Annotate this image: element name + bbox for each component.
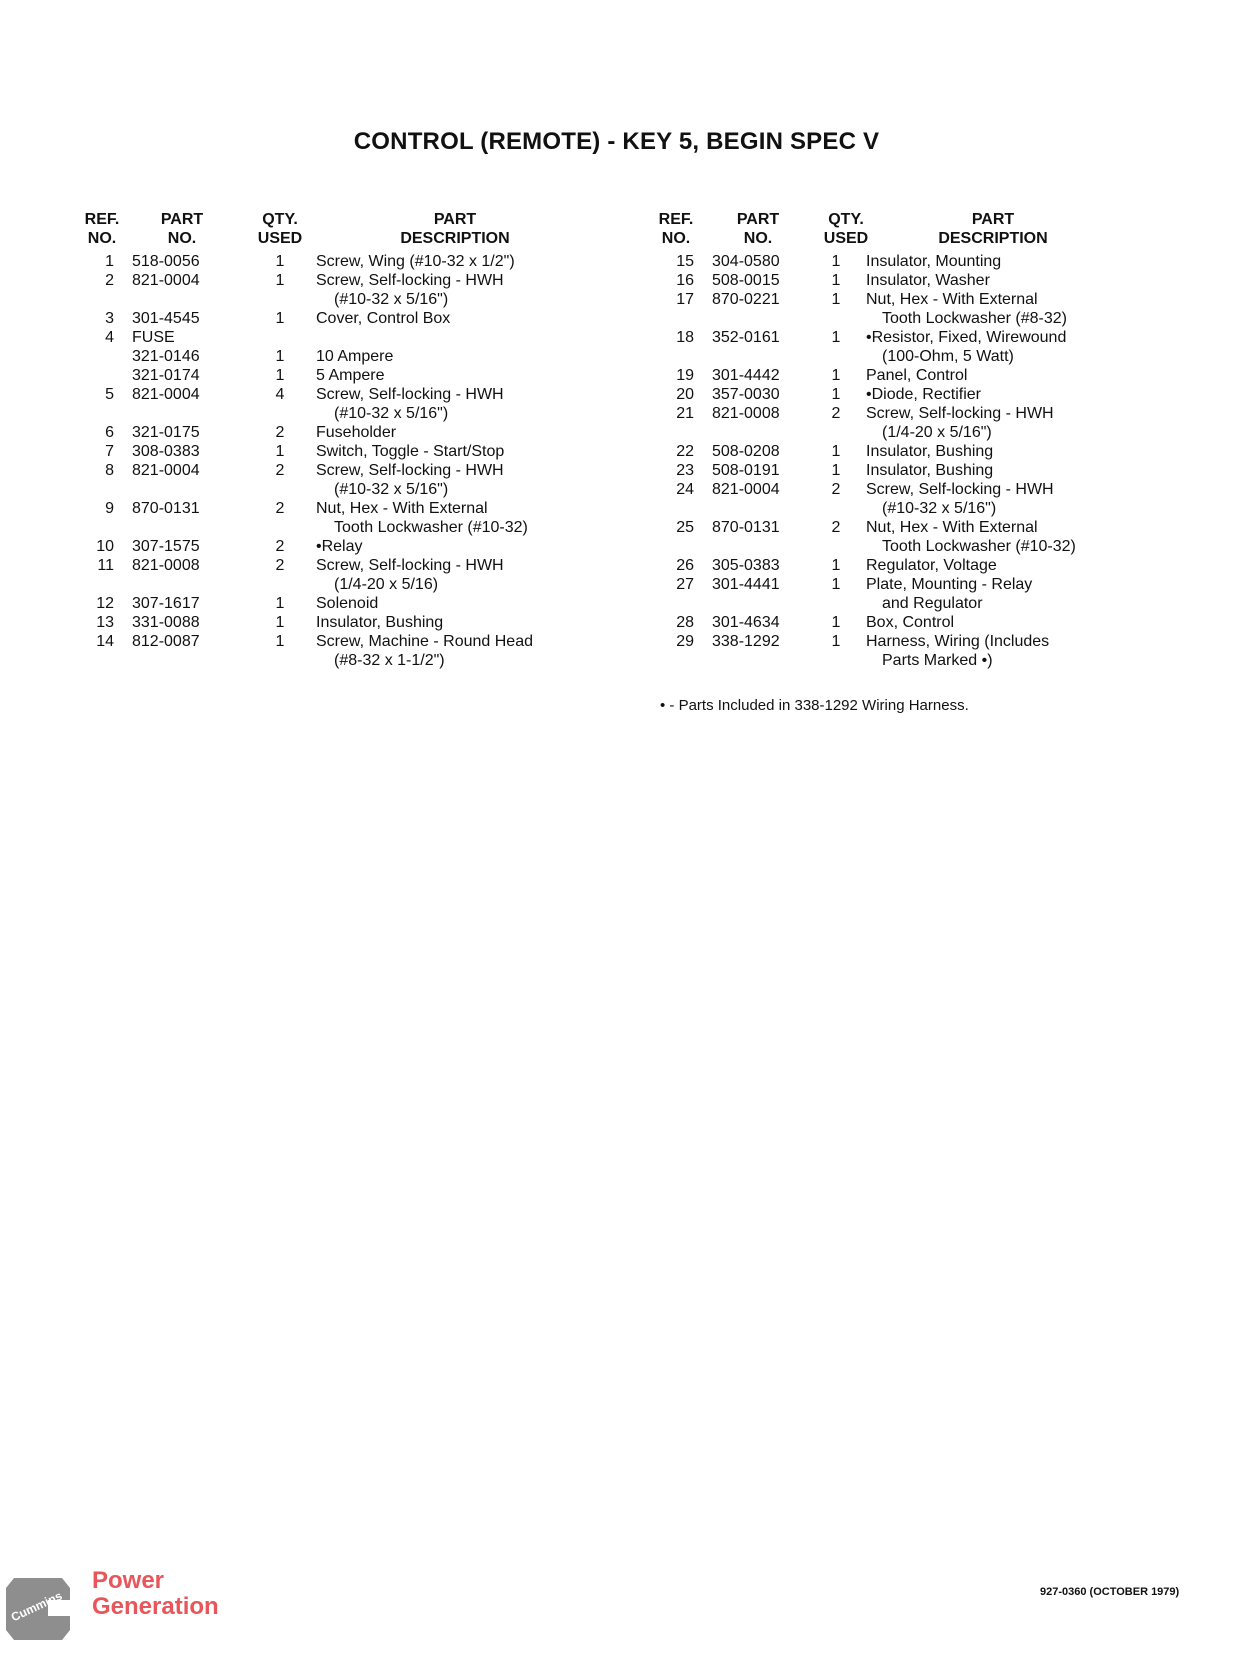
cell-qty: 1 — [831, 253, 841, 270]
cell-description: Harness, Wiring (Includes — [866, 633, 1050, 650]
cell-part-no: 821-0008 — [712, 405, 780, 422]
cell-ref: 20 — [676, 386, 694, 403]
table-row — [70, 423, 610, 442]
header-part — [718, 210, 798, 248]
header-part — [142, 210, 222, 248]
header-desc — [380, 210, 530, 248]
cell-part-no: 301-4441 — [712, 576, 780, 593]
cell-ref: 11 — [97, 557, 114, 574]
cell-description: (1/4-20 x 5/16") — [882, 424, 992, 441]
cell-description: Cover, Control Box — [316, 310, 451, 327]
cell-part-no: FUSE — [132, 329, 175, 346]
cell-description: Insulator, Bushing — [866, 443, 994, 460]
cell-description: Nut, Hex - With External — [866, 519, 1038, 536]
cell-part-no: 308-0383 — [132, 443, 200, 460]
cell-part-no: 301-4634 — [712, 614, 780, 631]
cell-description: Screw, Self-locking - HWH — [866, 481, 1054, 498]
cell-description: and Regulator — [882, 595, 983, 612]
table-row — [70, 290, 610, 309]
table-row — [648, 404, 1168, 423]
cell-ref: 7 — [105, 443, 114, 460]
header-ref-line1: REF. — [658, 211, 694, 228]
header-qty — [250, 210, 310, 248]
header-qty-line1: QTY. — [828, 211, 864, 228]
cell-qty: 1 — [275, 614, 285, 631]
cell-qty: 1 — [831, 443, 841, 460]
table-row — [70, 366, 610, 385]
cell-part-no: 352-0161 — [712, 329, 780, 346]
cell-description: Screw, Self-locking - HWH — [316, 272, 504, 289]
header-part-line2: NO. — [167, 230, 197, 247]
cell-ref: 5 — [105, 386, 114, 403]
table-row — [70, 271, 610, 290]
table-row — [70, 594, 610, 613]
cell-qty: 2 — [275, 538, 285, 555]
table-row — [70, 518, 610, 537]
table-row — [648, 309, 1168, 328]
cell-ref: 10 — [96, 538, 114, 555]
header-ref-line2: NO. — [661, 230, 691, 247]
cell-part-no: 338-1292 — [712, 633, 780, 650]
table-row — [648, 651, 1168, 670]
cell-ref: 12 — [96, 595, 114, 612]
table-row — [648, 518, 1168, 537]
cell-qty: 2 — [831, 405, 841, 422]
cell-description: •Resistor, Fixed, Wirewound — [866, 329, 1067, 346]
page-title: CONTROL (REMOTE) - KEY 5, BEGIN SPEC V — [353, 128, 880, 155]
cell-description: Plate, Mounting - Relay — [866, 576, 1033, 593]
table-row — [648, 252, 1168, 271]
logo-wordmark — [92, 1568, 219, 1620]
cell-part-no: 357-0030 — [712, 386, 780, 403]
cell-qty: 1 — [831, 557, 841, 574]
table-row — [648, 632, 1168, 651]
cell-description: •Relay — [316, 538, 363, 555]
cell-description: Insulator, Washer — [866, 272, 990, 289]
table-row — [648, 575, 1168, 594]
header-desc-line1: PART — [971, 211, 1015, 228]
cell-part-no: 812-0087 — [132, 633, 200, 650]
cell-part-no: 307-1575 — [132, 538, 200, 555]
table-row — [70, 613, 610, 632]
cell-description: •Diode, Rectifier — [866, 386, 981, 403]
logo-mark-text: Cummins — [8, 1588, 65, 1625]
cell-description: Panel, Control — [866, 367, 968, 384]
cell-qty: 2 — [831, 481, 841, 498]
cell-qty: 1 — [831, 329, 841, 346]
table-row — [70, 651, 610, 670]
table-row — [70, 442, 610, 461]
table-row — [648, 499, 1168, 518]
cell-qty: 1 — [831, 462, 841, 479]
cell-description: Nut, Hex - With External — [866, 291, 1038, 308]
cell-description: Tooth Lockwasher (#8-32) — [882, 310, 1067, 327]
cell-part-no: 301-4442 — [712, 367, 780, 384]
cell-description: Screw, Self-locking - HWH — [316, 386, 504, 403]
cell-description: (#10-32 x 5/16") — [334, 405, 449, 422]
cell-ref: 4 — [105, 329, 114, 346]
cell-part-no: 870-0221 — [712, 291, 780, 308]
header-desc-line2: DESCRIPTION — [938, 230, 1048, 247]
table-row — [70, 499, 610, 518]
table-row — [648, 366, 1168, 385]
cell-ref: 2 — [105, 272, 114, 289]
cell-qty: 1 — [831, 633, 841, 650]
cell-qty: 2 — [275, 462, 285, 479]
cell-description: 5 Ampere — [316, 367, 385, 384]
table-row — [70, 385, 610, 404]
header-qty-line1: QTY. — [262, 211, 298, 228]
header-desc-line2: DESCRIPTION — [400, 230, 510, 247]
cell-part-no: 307-1617 — [132, 595, 200, 612]
cell-ref: 14 — [96, 633, 114, 650]
table-row — [70, 309, 610, 328]
cell-qty: 2 — [831, 519, 841, 536]
cell-ref: 19 — [676, 367, 694, 384]
table-row — [70, 537, 610, 556]
cell-part-no: 304-0580 — [712, 253, 780, 270]
cell-ref: 18 — [676, 329, 694, 346]
cell-description: (#10-32 x 5/16") — [334, 291, 449, 308]
header-desc — [918, 210, 1068, 248]
cell-description: Screw, Machine - Round Head — [316, 633, 533, 650]
cell-ref: 16 — [676, 272, 694, 289]
cummins-logo-icon — [0, 1570, 80, 1646]
cell-description: Fuseholder — [316, 424, 397, 441]
cell-description: Tooth Lockwasher (#10-32) — [882, 538, 1076, 555]
header-qty-line2: USED — [823, 230, 869, 247]
cell-ref: 21 — [676, 405, 694, 422]
table-row — [648, 537, 1168, 556]
cell-description: Box, Control — [866, 614, 955, 631]
cell-qty: 1 — [275, 367, 285, 384]
cell-part-no: 821-0004 — [132, 462, 200, 479]
cell-description: Screw, Wing (#10-32 x 1/2") — [316, 253, 515, 270]
cell-qty: 1 — [831, 386, 841, 403]
table-body — [70, 252, 610, 670]
cell-part-no: 331-0088 — [132, 614, 200, 631]
cell-description: Parts Marked •) — [882, 652, 993, 669]
cell-description: Regulator, Voltage — [866, 557, 997, 574]
table-row — [70, 575, 610, 594]
cell-description: Screw, Self-locking - HWH — [316, 557, 504, 574]
cell-part-no: 321-0174 — [132, 367, 200, 384]
cell-description: Nut, Hex - With External — [316, 500, 488, 517]
table-row — [648, 271, 1168, 290]
table-header — [70, 210, 610, 252]
table-row — [70, 480, 610, 499]
cell-part-no: 821-0004 — [132, 272, 200, 289]
table-row — [648, 290, 1168, 309]
table-row — [70, 461, 610, 480]
brand-logo — [0, 1568, 250, 1648]
cell-ref: 25 — [676, 519, 694, 536]
cell-part-no: 301-4545 — [132, 310, 200, 327]
cell-ref: 3 — [105, 310, 114, 327]
cell-description: (100-Ohm, 5 Watt) — [882, 348, 1014, 365]
cell-part-no: 821-0004 — [712, 481, 780, 498]
header-ref-line2: NO. — [87, 230, 117, 247]
cell-part-no: 508-0015 — [712, 272, 780, 289]
table-row — [648, 328, 1168, 347]
header-part-line1: PART — [736, 211, 780, 228]
table-row — [70, 328, 610, 347]
cell-ref: 8 — [105, 462, 114, 479]
cell-description: 10 Ampere — [316, 348, 394, 365]
table-row — [648, 594, 1168, 613]
cell-ref: 24 — [676, 481, 694, 498]
cell-description: Screw, Self-locking - HWH — [866, 405, 1054, 422]
cell-ref: 1 — [105, 253, 114, 270]
header-qty-line2: USED — [257, 230, 303, 247]
cell-part-no: 821-0008 — [132, 557, 200, 574]
cell-ref: 6 — [105, 424, 114, 441]
cell-description: Insulator, Bushing — [866, 462, 994, 479]
logo-line2: Generation — [92, 1593, 219, 1620]
logo-line1: Power — [92, 1567, 165, 1594]
cell-description: Insulator, Mounting — [866, 253, 1002, 270]
table-row — [648, 442, 1168, 461]
table-row — [648, 461, 1168, 480]
table-body — [648, 252, 1168, 670]
cell-qty: 2 — [275, 424, 285, 441]
cell-ref: 27 — [676, 576, 694, 593]
cell-ref: 15 — [676, 253, 694, 270]
cell-qty: 2 — [275, 557, 285, 574]
footnote: • - Parts Included in 338-1292 Wiring Harness. — [660, 697, 969, 714]
form-number: 927-0360 (OCTOBER 1979) — [1040, 1586, 1180, 1598]
cell-ref: 22 — [676, 443, 694, 460]
cell-qty: 2 — [275, 500, 285, 517]
header-ref — [70, 210, 134, 248]
table-header — [648, 210, 1168, 252]
cell-qty: 1 — [275, 595, 285, 612]
cell-ref: 23 — [676, 462, 694, 479]
cell-qty: 1 — [831, 576, 841, 593]
cell-part-no: 321-0146 — [132, 348, 200, 365]
cell-ref: 29 — [676, 633, 694, 650]
table-row — [70, 252, 610, 271]
cell-description: Screw, Self-locking - HWH — [316, 462, 504, 479]
cell-description: (#10-32 x 5/16") — [334, 481, 449, 498]
cell-description: Solenoid — [316, 595, 379, 612]
cell-qty: 1 — [275, 443, 285, 460]
cell-qty: 1 — [275, 348, 285, 365]
table-row — [648, 556, 1168, 575]
cell-part-no: 870-0131 — [132, 500, 200, 517]
header-desc-line1: PART — [433, 211, 477, 228]
table-row — [648, 423, 1168, 442]
parts-table-right — [648, 210, 1168, 670]
parts-table-left — [70, 210, 610, 670]
table-row — [648, 347, 1168, 366]
table-row — [70, 556, 610, 575]
cell-description: (#8-32 x 1-1/2") — [334, 652, 445, 669]
table-row — [648, 613, 1168, 632]
table-row — [70, 347, 610, 366]
cell-qty: 1 — [831, 272, 841, 289]
cell-qty: 1 — [831, 367, 841, 384]
cell-qty: 1 — [831, 291, 841, 308]
cell-description: Tooth Lockwasher (#10-32) — [334, 519, 528, 536]
cell-part-no: 321-0175 — [132, 424, 200, 441]
cell-part-no: 508-0208 — [712, 443, 780, 460]
cell-ref: 26 — [676, 557, 694, 574]
header-part-line2: NO. — [743, 230, 773, 247]
cell-part-no: 821-0004 — [132, 386, 200, 403]
cell-qty: 1 — [275, 633, 285, 650]
table-row — [70, 404, 610, 423]
cell-qty: 1 — [831, 614, 841, 631]
cell-part-no: 305-0383 — [712, 557, 780, 574]
cell-description: Insulator, Bushing — [316, 614, 444, 631]
cell-part-no: 518-0056 — [132, 253, 200, 270]
header-qty — [816, 210, 876, 248]
cell-qty: 1 — [275, 310, 285, 327]
cell-ref: 28 — [676, 614, 694, 631]
table-row — [70, 632, 610, 651]
cell-description: (#10-32 x 5/16") — [882, 500, 997, 517]
cell-qty: 1 — [275, 272, 285, 289]
header-ref-line1: REF. — [84, 211, 120, 228]
cell-description: Switch, Toggle - Start/Stop — [316, 443, 505, 460]
header-part-line1: PART — [160, 211, 204, 228]
table-row — [648, 385, 1168, 404]
cell-ref: 9 — [105, 500, 114, 517]
header-ref — [648, 210, 704, 248]
cell-part-no: 870-0131 — [712, 519, 780, 536]
cell-ref: 17 — [676, 291, 694, 308]
cell-qty: 1 — [275, 253, 285, 270]
cell-ref: 13 — [96, 614, 114, 631]
table-row — [648, 480, 1168, 499]
cell-description: (1/4-20 x 5/16) — [334, 576, 439, 593]
cell-qty: 4 — [275, 386, 285, 403]
cell-part-no: 508-0191 — [712, 462, 780, 479]
